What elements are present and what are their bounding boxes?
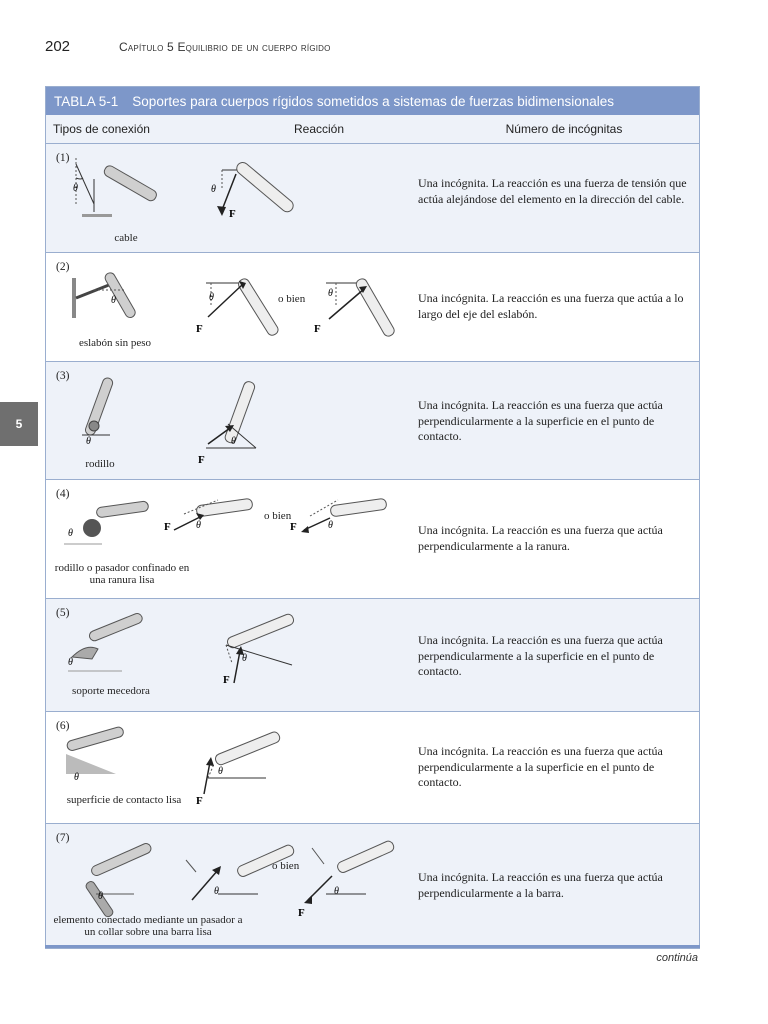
row-number: (1) <box>56 152 70 164</box>
or-text: o bien <box>264 510 292 522</box>
reaction-description: Una incógnita. La reacción es una fuerza que actúa perpendicularmente a la superficie en el punto de contacto. <box>418 633 663 678</box>
theta-label: θ <box>218 766 223 777</box>
theta-label: θ <box>328 520 333 531</box>
force-label: F <box>196 795 203 807</box>
theta-label: θ <box>211 184 216 195</box>
theta-label: θ <box>196 520 201 531</box>
reaction-description: Una incógnita. La reacción es una fuerza que actúa perpendicularmente a la barra. <box>418 870 663 900</box>
theta-label: θ <box>74 772 79 783</box>
theta-label: θ <box>111 295 116 306</box>
theta-label: θ <box>86 436 91 447</box>
row-number: (2) <box>56 261 70 273</box>
theta-label: θ <box>68 657 73 668</box>
table-row <box>46 824 699 949</box>
row-number: (5) <box>56 607 70 619</box>
connection-caption: cable <box>114 232 138 244</box>
column-header-reaction: Reacción <box>293 122 345 136</box>
smooth-surface-diagram <box>46 712 406 823</box>
connection-caption: elemento conectado mediante un pasador a un collar sobre una barra lisa <box>53 914 243 938</box>
chapter-tab: 5 <box>0 402 38 446</box>
column-header-connection: Tipos de conexión <box>53 122 150 136</box>
chapter-title: Capítulo 5 Equilibrio de un cuerpo rígido <box>119 40 331 54</box>
table-row <box>46 362 699 480</box>
row-number: (6) <box>56 720 70 732</box>
row-number: (4) <box>56 488 70 500</box>
reaction-description: Una incógnita. La reacción es una fuerza que actúa perpendicularmente a la ranura. <box>418 523 663 553</box>
force-label: F <box>298 907 305 919</box>
connection-caption: superficie de contacto lisa <box>66 794 182 806</box>
connection-caption: eslabón sin peso <box>78 337 152 349</box>
reaction-description: Una incógnita. La reacción es una fuerza que actúa perpendicularmente a la superficie en el punto de contacto. <box>418 744 663 789</box>
force-label: F <box>196 323 203 335</box>
theta-label: θ <box>231 436 236 447</box>
table-title-bar <box>46 87 699 115</box>
theta-label: θ <box>334 886 339 897</box>
connection-caption: rodillo <box>85 458 115 470</box>
theta-label: θ <box>209 292 214 303</box>
row-number: (3) <box>56 370 70 382</box>
connection-caption: soporte mecedora <box>72 685 150 697</box>
force-label: F <box>223 674 230 686</box>
force-label: F <box>314 323 321 335</box>
force-label: F <box>229 208 236 220</box>
theta-label: θ <box>242 653 247 664</box>
or-text: o bien <box>278 293 306 305</box>
row-number: (7) <box>56 832 70 844</box>
page-number: 202 <box>45 38 71 55</box>
table-title: Soportes para cuerpos rígidos sometidos a sistemas de fuerzas bidimensionales <box>132 93 615 109</box>
theta-label: θ <box>73 183 78 194</box>
table-row <box>46 480 699 599</box>
reaction-description: Una incógnita. La reacción es una fuerza de tensión que actúa alejándose del elemento en la dirección del cable. <box>418 176 687 206</box>
support-table <box>45 86 700 949</box>
table-row <box>46 144 699 253</box>
reaction-description: Una incógnita. La reacción es una fuerza que actúa a lo largo del eje del eslabón. <box>418 291 684 321</box>
theta-label: θ <box>68 528 73 539</box>
table-row <box>46 599 699 712</box>
connection-caption: rodillo o pasador confinado en una ranura lisa <box>54 562 190 586</box>
column-headers <box>46 115 699 144</box>
table-number: TABLA 5-1 <box>54 93 119 109</box>
theta-label: θ <box>214 886 219 897</box>
continued-note: continúa <box>656 952 698 964</box>
theta-label: θ <box>328 288 333 299</box>
theta-label: θ <box>98 891 103 902</box>
or-text: o bien <box>272 860 300 872</box>
force-label: F <box>164 521 171 533</box>
page-header <box>45 38 331 58</box>
table-row <box>46 712 699 824</box>
force-label: F <box>198 454 205 466</box>
table-bottom-rule <box>45 945 700 948</box>
reaction-description: Una incógnita. La reacción es una fuerza que actúa perpendicularmente a la superficie en el punto de contacto. <box>418 398 663 443</box>
table-row <box>46 253 699 362</box>
force-label: F <box>290 521 297 533</box>
column-header-unknowns: Número de incógnitas <box>505 122 623 136</box>
